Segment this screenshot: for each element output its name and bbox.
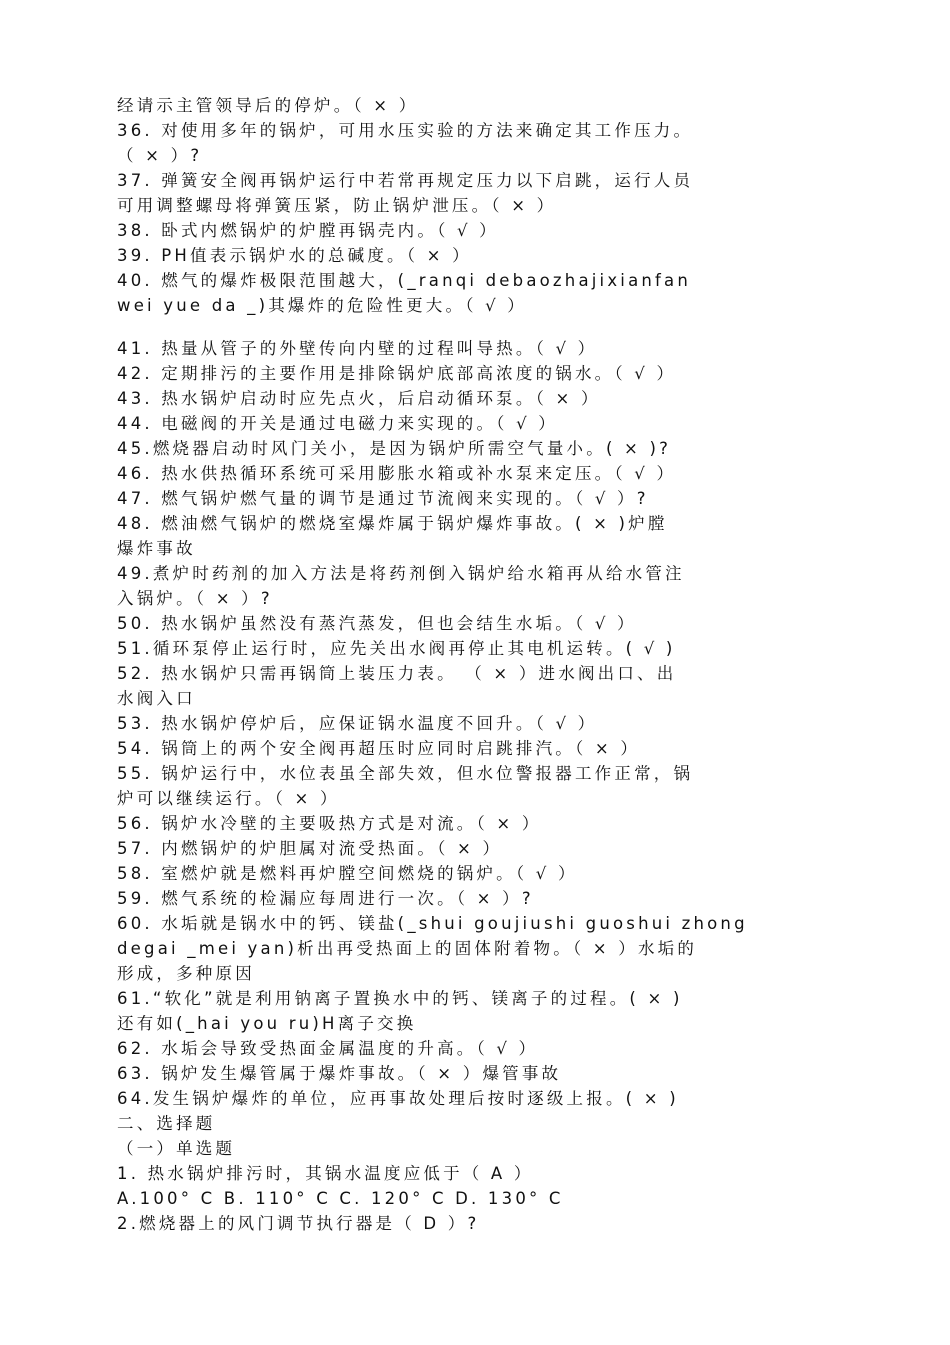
- question-44: 44. 电磁阀的开关是通过电磁力来实现的。（ √ ）: [117, 414, 558, 433]
- question-41: 41. 热量从管子的外壁传向内壁的过程叫导热。（ √ ）: [117, 339, 598, 358]
- question-54: 54. 锅筒上的两个安全阀再超压时应同时启跳排汽。（ × ）: [117, 739, 641, 758]
- question-55: 55. 锅炉运行中，水位表虽全部失效，但水位警报器工作正常，锅: [117, 764, 694, 783]
- question-63: 63. 锅炉发生爆管属于爆炸事故。（ × ）爆管事故: [117, 1064, 562, 1083]
- question-64: 64.发生锅炉爆炸的单位，应再事故处理后按时逐级上报。( × ): [117, 1089, 679, 1108]
- question-57: 57. 内燃锅炉的炉胆属对流受热面。（ × ）: [117, 839, 503, 858]
- question-40: 40. 燃气的爆炸极限范围越大，(_ranqi debaozhajixianfan: [117, 271, 692, 290]
- question-36: 36. 对使用多年的锅炉，可用水压实验的方法来确定其工作压力。: [117, 121, 694, 140]
- question-47: 47. 燃气锅炉燃气量的调节是通过节流阀来实现的。（ √ ）?: [117, 489, 649, 508]
- subsection-heading: （一）单选题: [117, 1139, 236, 1158]
- question-49: 49.煮炉时药剂的加入方法是将药剂倒入锅炉给水箱再从给水管注: [117, 564, 685, 583]
- question-49-cont: 入锅炉。（ × ）?: [117, 589, 273, 608]
- question-52: 52. 热水锅炉只需再锅筒上装压力表。 （ × ）进水阀出口、出: [117, 664, 677, 683]
- question-60: 60. 水垢就是锅水中的钙、镁盐(_shui goujiushi guoshui zhong: [117, 914, 748, 933]
- choice-question-1-options: A.100° C B. 110° C C. 120° C D. 130° C: [117, 1189, 564, 1208]
- question-62: 62. 水垢会导致受热面金属温度的升高。（ √ ）: [117, 1039, 539, 1058]
- question-37-cont: 可用调整螺母将弹簧压紧，防止锅炉泄压。（ × ）: [117, 196, 557, 215]
- question-58: 58. 室燃炉就是燃料再炉膛空间燃烧的锅炉。（ √ ）: [117, 864, 578, 883]
- question-46: 46. 热水供热循环系统可采用膨胀水箱或补水泵来定压。（ √ ）: [117, 464, 677, 483]
- question-61-cont: 还有如(_hai you ru)H离子交换: [117, 1014, 417, 1033]
- choice-question-2: 2.燃烧器上的风门调节执行器是（ D ）?: [117, 1214, 480, 1233]
- question-36-answer: （ × ）?: [117, 146, 203, 165]
- question-38: 38. 卧式内燃锅炉的炉膛再锅壳内。（ √ ）: [117, 221, 499, 240]
- question-51: 51.循环泵停止运行时，应先关出水阀再停止其电机运转。( √ ): [117, 639, 676, 658]
- question-50: 50. 热水锅炉虽然没有蒸汽蒸发，但也会结生水垢。（ √ ）: [117, 614, 637, 633]
- section-heading: 二、选择题: [117, 1114, 216, 1133]
- question-55-cont: 炉可以继续运行。（ × ）: [117, 789, 340, 808]
- question-45: 45.燃烧器启动时风门关小，是因为锅炉所需空气量小。( × )?: [117, 439, 672, 458]
- text-line: 经请示主管领导后的停炉。（ × ）: [117, 96, 419, 115]
- document-body: [117, 93, 833, 1236]
- question-39: 39. PH值表示锅炉水的总碱度。（ × ）: [117, 246, 472, 265]
- question-42: 42. 定期排污的主要作用是排除锅炉底部高浓度的锅水。（ √ ）: [117, 364, 677, 383]
- choice-question-1: 1. 热水锅炉排污时，其锅水温度应低于（ A ）: [117, 1164, 534, 1183]
- question-52-cont: 水阀入口: [117, 689, 196, 708]
- question-61: 61.“软化”就是利用钠离子置换水中的钙、镁离子的过程。( × ): [117, 989, 683, 1008]
- question-37: 37. 弹簧安全阀再锅炉运行中若常再规定压力以下启跳，运行人员: [117, 171, 694, 190]
- question-60-cont: degai _mei yan)析出再受热面上的固体附着物。（ × ）水垢的: [117, 939, 698, 958]
- question-53: 53. 热水锅炉停炉后，应保证锅水温度不回升。（ √ ）: [117, 714, 598, 733]
- question-48-cont: 爆炸事故: [117, 539, 196, 558]
- blank-line: [117, 318, 833, 336]
- question-43: 43. 热水锅炉启动时应先点火，后启动循环泵。（ × ）: [117, 389, 601, 408]
- question-48: 48. 燃油燃气锅炉的燃烧室爆炸属于锅炉爆炸事故。( × )炉膛: [117, 514, 668, 533]
- question-60-cont2: 形成，多种原因: [117, 964, 255, 983]
- question-56: 56. 锅炉水冷壁的主要吸热方式是对流。（ × ）: [117, 814, 542, 833]
- question-40-cont: wei yue da _)其爆炸的危险性更大。（ √ ）: [117, 296, 527, 315]
- question-59: 59. 燃气系统的检漏应每周进行一次。（ × ）?: [117, 889, 534, 908]
